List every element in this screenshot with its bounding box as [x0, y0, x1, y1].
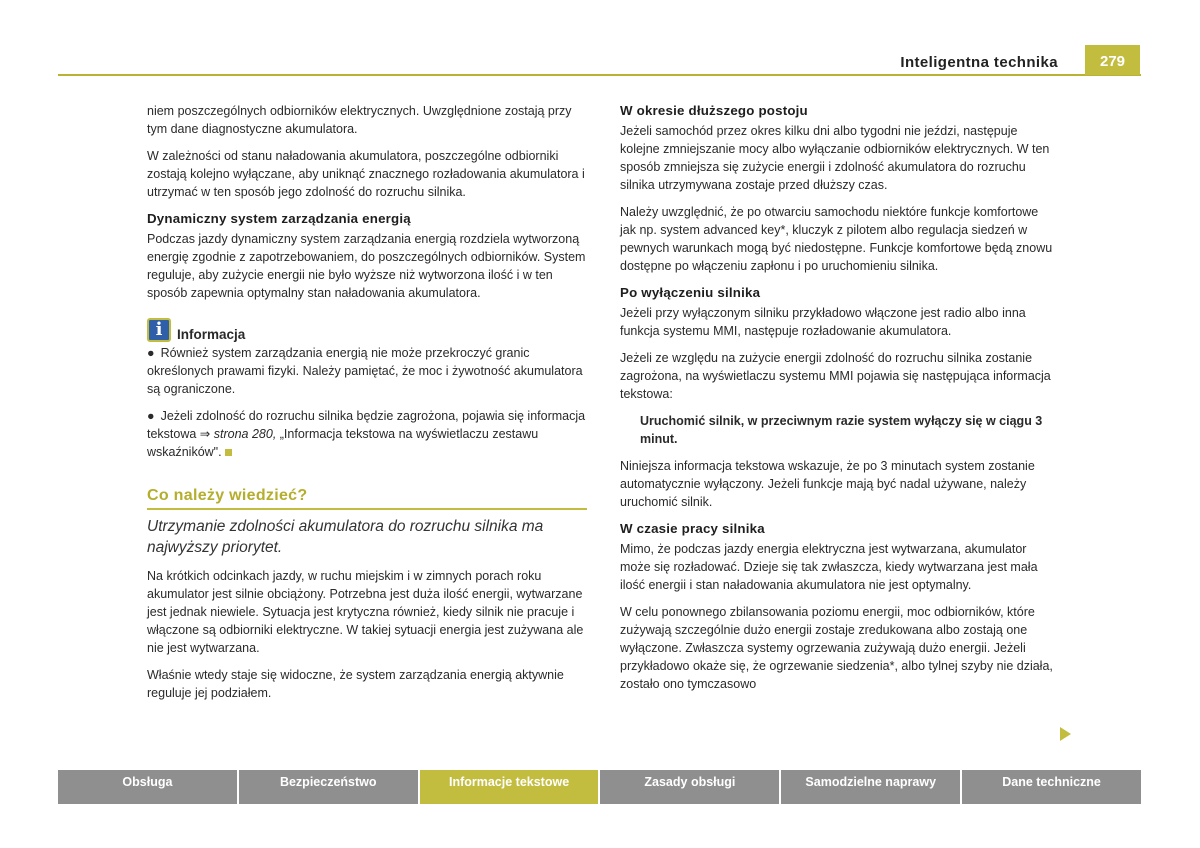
continue-arrow-icon[interactable]	[1060, 727, 1071, 741]
lead-text: Utrzymanie zdolności akumulatora do rozruchu silnika ma najwyższy priorytet.	[147, 518, 544, 556]
bullet-dot: ●	[147, 409, 155, 423]
heading-engine-off: Po wyłączeniu silnika	[620, 285, 761, 300]
page-reference-link[interactable]: strona 280,	[213, 427, 277, 441]
header-rule	[58, 74, 1141, 76]
nav-tab-samodzielne-naprawy[interactable]: Samodzielne naprawy	[781, 770, 962, 804]
paragraph: Właśnie wtedy staje się widoczne, że system zarządzania energią aktywnie reguluje jej podziałem.	[147, 668, 564, 700]
info-title: Informacja	[177, 327, 246, 342]
bottom-navigation	[58, 770, 1141, 804]
left-column	[147, 102, 587, 711]
paragraph: Podczas jazdy dynamiczny system zarządzania energią rozdziela wytworzoną energię zgodnie z zapotrzebowaniem, do poszczególnych odbiorników. System reguluje, aby zużycie energii nie było wyższe niż wytworzona ilość i w ten sposób zapewnia optymalny stan naładowania akumulatora.	[147, 232, 586, 300]
paragraph: Jeżeli przy wyłączonym silniku przykładowo włączone jest radio albo inna funkcja systemu MMI, następuje rozładowanie akumulatora.	[620, 306, 1026, 338]
paragraph: Mimo, że podczas jazdy energia elektryczna jest wytwarzana, akumulator może się rozładować. Dzieje się tak zwłaszcza, kiedy wytwarzana jest mała ilość energii i stan naładowania akumulatora nie jest optymalny.	[620, 542, 1038, 592]
section-divider	[147, 508, 587, 510]
paragraph: W zależności od stanu naładowania akumulatora, poszczególne odbiorniki zostają kolejno wyłączane, aby uniknąć znacznego rozładowania akumulatora i utrzymać w ten sposób jego zdolność do rozruchu silnika.	[147, 149, 585, 199]
info-bullet	[147, 344, 587, 398]
bullet-text: Jeżeli zdolność do rozruchu silnika będzie zagrożona, pojawia się informacja tekstowa ⇒	[147, 409, 586, 441]
heading-engine-running: W czasie pracy silnika	[620, 521, 765, 536]
nav-tab-zasady-obslugi[interactable]: Zasady obsługi	[600, 770, 781, 804]
bullet-text: Również system zarządzania energią nie może przekroczyć granic określonych prawami fizyki. Należy pamiętać, że moc i żywotność akumulatora są ograniczone.	[147, 346, 583, 396]
section-title: Inteligentna technika	[900, 54, 1058, 71]
nav-tab-bezpieczenstwo[interactable]: Bezpieczeństwo	[239, 770, 420, 804]
info-header	[147, 318, 587, 342]
page-number: 279	[1085, 45, 1140, 75]
paragraph: W celu ponownego zbilansowania poziomu energii, moc odbiorników, które zużywają szczególnie dużo energii zostaje zredukowana albo zostają one wyłączone. Zwłaszcza systemy ogrzewania zużywają dużo energii. Jeżeli przykładowo okaże się, że ogrzewanie siedzenia*, albo tylnej szyby nie działa, zostało ono tymczasowo	[620, 605, 1053, 691]
info-bullet	[147, 407, 587, 461]
paragraph: Na krótkich odcinkach jazdy, w ruchu miejskim i w zimnych porach roku akumulator jest silnie obciążony. Potrzebna jest duża ilość energii, wytwarzane jest jednak niewiele. Sytuacja jest krytyczna również, kiedy silnik nie pracuje i włączone są odbiorniki elektryczne. W takiej sytuacji energia jest zużywana ale nie jest wytwarzana.	[147, 569, 584, 655]
nav-tab-dane-techniczne[interactable]: Dane techniczne	[962, 770, 1141, 804]
end-mark-icon	[225, 449, 232, 456]
bullet-text-end: „Informacja tekstowa na wyświetlaczu zestawu wskaźników".	[147, 427, 539, 459]
paragraph: Jeżeli samochód przez okres kilku dni albo tygodni nie jeździ, następuje kolejne zmniejszanie mocy albo wyłączanie odbiorników elektrycznych. W ten sposób zmniejsza się zużycie energii i zdolność akumulatora do rozruchu silnika utrzymywana zostaje przed dłuższy czas.	[620, 124, 1050, 192]
paragraph: Niniejsza informacja tekstowa wskazuje, że po 3 minutach system zostanie automatycznie wyłączony. Jeżeli funkcje mają być nadal używane, należy uruchomić silnik.	[620, 459, 1035, 509]
info-icon: i	[147, 318, 171, 342]
warning-message: Uruchomić silnik, w przeciwnym razie system wyłączy się w ciągu 3 minut.	[640, 414, 1043, 446]
bullet-dot: ●	[147, 346, 155, 360]
paragraph: Należy uwzględnić, że po otwarciu samochodu niektóre funkcje komfortowe jak np. system advanced key*, kluczyk z pilotem albo regulacja siedzeń w pewnych warunkach mogą być niedostępne. Funkcje komfortowe będą znowu dostępne po włączeniu zapłonu i po uruchomieniu silnika.	[620, 205, 1053, 273]
right-column	[620, 102, 1056, 702]
paragraph: Jeżeli ze względu na zużycie energii zdolność do rozruchu silnika zostanie zagrożona, na wyświetlaczu systemu MMI pojawia się następująca informacja tekstowa:	[620, 351, 1051, 401]
paragraph: niem poszczególnych odbiorników elektrycznych. Uwzględnione zostają przy tym dane diagnostyczne akumulatora.	[147, 104, 572, 136]
section-heading: Co należy wiedzieć?	[147, 487, 308, 504]
heading-dynamic-system: Dynamiczny system zarządzania energią	[147, 211, 411, 226]
nav-tab-obsluga[interactable]: Obsługa	[58, 770, 239, 804]
heading-long-parking: W okresie dłuższego postoju	[620, 103, 808, 118]
info-box	[147, 318, 587, 461]
nav-tab-informacje-tekstowe[interactable]: Informacje tekstowe	[420, 770, 601, 804]
